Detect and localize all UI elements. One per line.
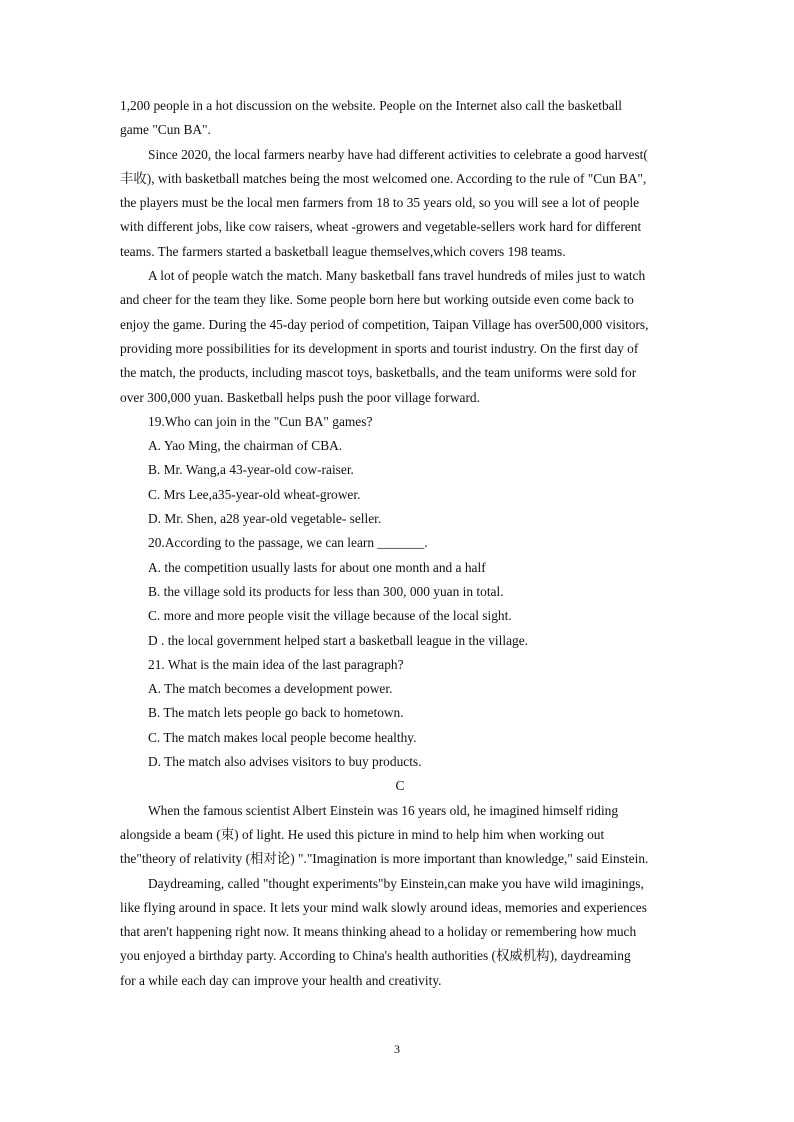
text-line: and cheer for the team they like. Some people born here but working outside even come back to (120, 292, 634, 308)
answer-option: B. the village sold its products for less than 300, 000 yuan in total. (148, 583, 504, 599)
answer-option: C. more and more people visit the village because of the local sight. (148, 608, 512, 624)
answer-option: B. The match lets people go back to hometown. (148, 705, 404, 721)
answer-option: B. Mr. Wang,a 43-year-old cow-raiser. (148, 462, 354, 478)
text-line: Daydreaming, called "thought experiments"by Einstein,can make you have wild imaginings, (148, 875, 644, 891)
question-21 (120, 653, 680, 774)
question-list (120, 410, 680, 774)
answer-option: A. the competition usually lasts for about one month and a half (148, 559, 486, 575)
question-stem: 20.According to the passage, we can learn _______. (148, 535, 428, 551)
paragraph (120, 799, 680, 872)
paragraph (120, 264, 680, 410)
question-stem: 21. What is the main idea of the last paragraph? (148, 656, 404, 672)
text-line: for a while each day can improve your health and creativity. (120, 972, 442, 988)
text-line: the"theory of relativity (相对论) "."Imagination is more important than knowledge," said Einstein. (120, 851, 649, 867)
text-line: like flying around in space. It lets your mind walk slowly around ideas, memories and experiences (120, 899, 647, 915)
text-line: enjoy the game. During the 45-day period of competition, Taipan Village has over500,000 visitors, (120, 316, 649, 332)
answer-option: D. The match also advises visitors to buy products. (148, 754, 422, 770)
text-line: When the famous scientist Albert Einstein was 16 years old, he imagined himself riding (148, 802, 619, 818)
text-line: game "Cun BA". (120, 122, 211, 138)
question-20 (120, 531, 680, 652)
paragraph (120, 143, 680, 264)
question-19 (120, 410, 680, 531)
text-line: with different jobs, like cow raisers, wheat -growers and vegetable-sellers work hard for different (120, 219, 642, 235)
answer-option: D . the local government helped start a basketball league in the village. (148, 632, 529, 648)
text-line: the players must be the local men farmers from 18 to 35 years old, so you will see a lot of people (120, 195, 640, 211)
text-line: A lot of people watch the match. Many basketball fans travel hundreds of miles just to watch (148, 268, 646, 284)
answer-option: A. Yao Ming, the chairman of CBA. (148, 438, 343, 454)
answer-option: C. Mrs Lee,a35-year-old wheat-grower. (148, 486, 361, 502)
text-line: over 300,000 yuan. Basketball helps push the poor village forward. (120, 389, 480, 405)
passage-c (120, 774, 680, 993)
text-line: Since 2020, the local farmers nearby have had different activities to celebrate a good harvest( (148, 146, 648, 162)
text-line: the match, the products, including mascot toys, basketballs, and the team uniforms were sold for (120, 365, 637, 381)
paragraph (120, 872, 680, 993)
paragraph (120, 94, 680, 143)
text-line: 丰收), with basketball matches being the most welcomed one. According to the rule of "Cun BA", (120, 170, 647, 186)
page-content (120, 94, 680, 993)
text-line: teams. The farmers started a basketball league themselves,which covers 198 teams. (120, 243, 566, 259)
page-number: 3 (394, 1042, 400, 1056)
question-stem: 19.Who can join in the "Cun BA" games? (148, 413, 373, 429)
passage-b (120, 94, 680, 410)
section-heading: C (395, 778, 405, 794)
text-line: providing more possibilities for its development in sports and tourist industry. On the first day of (120, 340, 639, 356)
text-line: alongside a beam (束) of light. He used this picture in mind to help him when working out (120, 826, 605, 842)
text-line: 1,200 people in a hot discussion on the website. People on the Internet also call the basketball (120, 98, 623, 113)
answer-option: A. The match becomes a development power. (148, 681, 393, 697)
text-line: that aren't happening right now. It means thinking ahead to a holiday or remembering how much (120, 924, 637, 940)
text-line: you enjoyed a birthday party. According to China's health authorities (权威机构), daydreaming (120, 948, 631, 964)
answer-option: D. Mr. Shen, a28 year-old vegetable- seller. (148, 511, 382, 527)
answer-option: C. The match makes local people become healthy. (148, 729, 417, 745)
